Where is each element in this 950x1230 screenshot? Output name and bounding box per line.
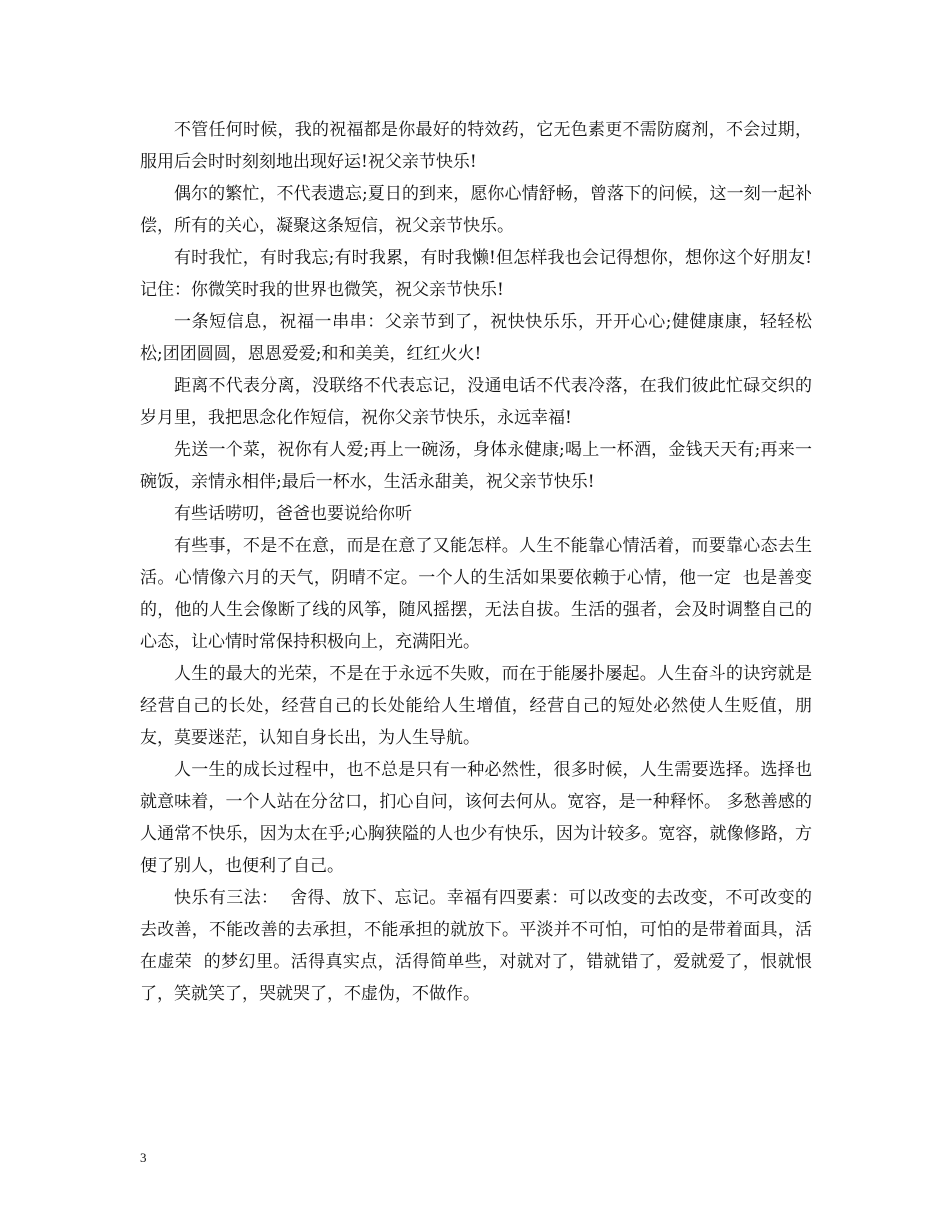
paragraph: 快乐有三法： 舍得、放下、忘记。幸福有四要素：可以改变的去改变，不可改变的去改善，不能改善的去承担，不能承担的就放下。平淡并不可怕，可怕的是带着面具，活在虚荣 的梦幻里。活得真实点，活得简单些，对就对了，错就错了，爱就爱了，恨就恨了，笑就笑了，哭就哭了，不虚伪，不做作。 [140,888,812,1004]
paragraph: 偶尔的繁忙，不代表遗忘;夏日的到来，愿你心情舒畅，曾落下的问候，这一刻一起补偿，所有的关心，凝聚这条短信，祝父亲节快乐。 [140,184,812,236]
paragraph: 有些话唠叨，爸爸也要说给你听 [174,504,412,524]
paragraph: 不管任何时候，我的祝福都是你最好的特效药，它无色素更不需防腐剂，不会过期，服用后会时时刻刻地出现好运!祝父亲节快乐! [140,120,812,172]
paragraph: 距离不代表分离，没联络不代表忘记，没通电话不代表冷落，在我们彼此忙碌交织的岁月里，我把思念化作短信，祝你父亲节快乐，永远幸福! [140,376,812,428]
paragraph: 有时我忙，有时我忘;有时我累，有时我懒!但怎样我也会记得想你，想你这个好朋友!记住：你微笑时我的世界也微笑，祝父亲节快乐! [140,248,812,300]
body-text [140,114,812,1010]
page-number: 3 [140,1150,147,1165]
paragraph: 人生的最大的光荣，不是在于永远不失败，而在于能屡扑屡起。人生奋斗的诀窍就是经营自己的长处，经营自己的长处能给人生增值，经营自己的短处必然使人生贬值，朋友，莫要迷茫，认知自身长出，为人生导航。 [140,664,812,748]
paragraph: 人一生的成长过程中，也不总是只有一种必然性，很多时候，人生需要选择。选择也就意味着，一个人站在分岔口，扪心自问，该何去何从。宽容，是一种释怀。 多愁善感的人通常不快乐，因为太在乎;心胸狭隘的人也少有快乐，因为计较多。宽容，就像修路，方便了别人，也便利了自己。 [140,760,812,876]
paragraph: 一条短信息，祝福一串串：父亲节到了，祝快快乐乐，开开心心;健健康康，轻轻松松;团团圆圆，恩恩爱爱;和和美美，红红火火! [140,312,812,364]
paragraph: 有些事，不是不在意，而是在意了又能怎样。人生不能靠心情活着，而要靠心态去生活。心情像六月的天气，阴晴不定。一个人的生活如果要依赖于心情，他一定 也是善变的，他的人生会像断了线的风筝，随风摇摆，无法自拔。生活的强者，会及时调整自己的心态，让心情时常保持积极向上，充满阳光。 [140,536,812,652]
paragraph: 先送一个菜，祝你有人爱;再上一碗汤，身体永健康;喝上一杯酒，金钱天天有;再来一碗饭，亲情永相伴;最后一杯水，生活永甜美，祝父亲节快乐! [140,440,812,492]
